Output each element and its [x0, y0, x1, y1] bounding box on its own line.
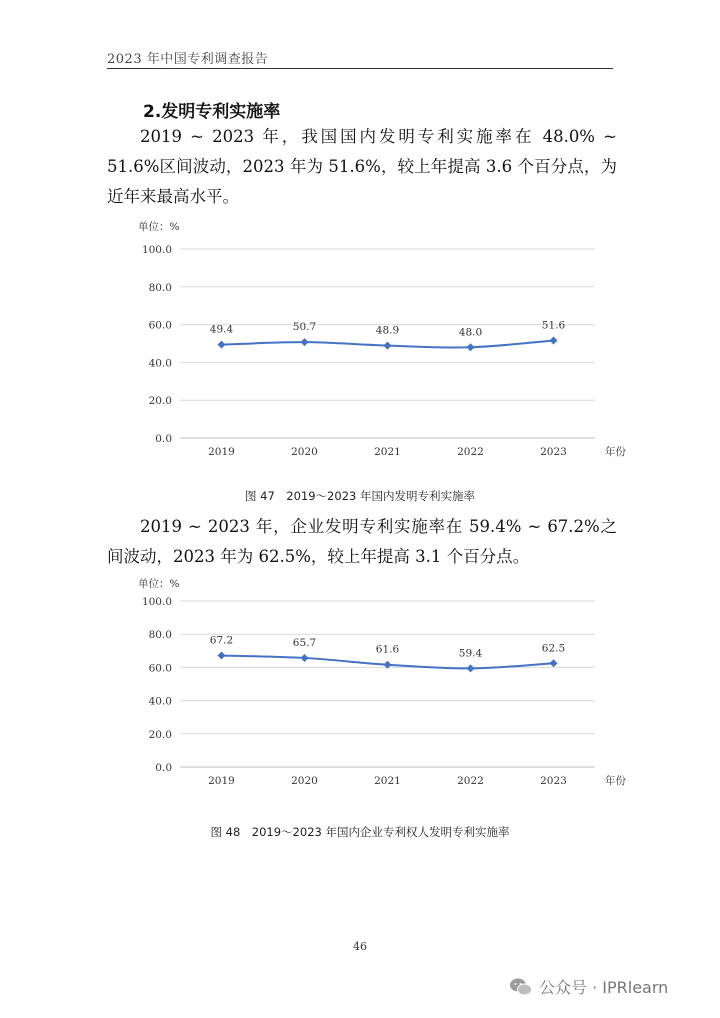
data-point: [467, 343, 475, 351]
header-divider: [107, 68, 613, 69]
data-label: 51.6: [541, 319, 566, 332]
data-label: 49.4: [209, 323, 234, 336]
y-tick-label: 80.0: [148, 281, 172, 294]
page-header: 2023 年中国专利调查报告: [107, 52, 269, 67]
wechat-icon: [509, 976, 533, 998]
x-tick-label: 2021: [374, 446, 401, 458]
figure-48-caption: 图 48 2019～2023 年国内企业专利权人发明专利实施率: [210, 825, 510, 839]
paragraph-2: 2019 ~ 2023 年，企业发明专利实施率在 59.4% ~ 67.2%之间波动，2023 年为 62.5%，较上年提高 3.1 个百分点。: [107, 517, 617, 566]
data-label: 67.2: [209, 634, 234, 647]
watermark-text: 公众号 · IPRlearn: [539, 978, 669, 997]
x-axis-label: 年份: [605, 775, 626, 787]
paragraph-1: 2019 ~ 2023 年，我国国内发明专利实施率在 48.0% ~ 51.6%区间波动，2023 年为 51.6%，较上年提高 3.6 个百分点，为近年来最高水平。: [107, 127, 617, 206]
x-tick-label: 2020: [291, 446, 318, 458]
x-tick-label: 2021: [374, 775, 401, 787]
data-point: [301, 654, 309, 662]
y-tick-label: 40.0: [148, 695, 172, 708]
y-tick-label: 100.0: [141, 244, 172, 256]
x-axis-label: 年份: [605, 446, 626, 458]
x-tick-label: 2020: [291, 775, 318, 787]
data-point: [301, 338, 309, 346]
chart-domestic-invention-patent-rate: [0, 215, 720, 465]
page-number: 46: [353, 940, 367, 953]
data-label: 61.6: [375, 643, 400, 656]
x-tick-label: 2023: [540, 446, 567, 458]
x-tick-label: 2023: [540, 775, 567, 787]
chart-enterprise-invention-patent-rate: [0, 572, 720, 794]
y-tick-label: 60.0: [148, 662, 172, 675]
y-tick-label: 0.0: [155, 762, 172, 774]
y-tick-label: 100.0: [141, 596, 172, 608]
data-point: [467, 664, 475, 672]
data-label: 59.4: [458, 647, 483, 660]
data-point: [218, 341, 226, 349]
data-point: [218, 651, 226, 659]
y-tick-label: 60.0: [148, 319, 172, 332]
data-label: 65.7: [292, 636, 317, 649]
y-tick-label: 80.0: [148, 629, 172, 642]
x-tick-label: 2019: [208, 446, 235, 458]
y-tick-label: 0.0: [155, 433, 172, 445]
x-tick-label: 2019: [208, 775, 235, 787]
watermark: [509, 975, 668, 998]
unit-label: 单位：%: [138, 221, 180, 233]
data-point: [550, 659, 558, 667]
figure-47-caption: 图 47 2019～2023 年国内发明专利实施率: [245, 489, 475, 503]
data-point: [384, 342, 392, 350]
y-tick-label: 40.0: [148, 357, 172, 370]
x-tick-label: 2022: [457, 775, 484, 787]
data-point: [550, 336, 558, 344]
y-tick-label: 20.0: [148, 395, 172, 408]
section-title: 2.发明专利实施率: [143, 102, 281, 122]
data-label: 48.9: [375, 324, 400, 337]
data-label: 50.7: [292, 321, 317, 334]
data-label: 62.5: [541, 642, 566, 655]
unit-label: 单位：%: [138, 578, 180, 590]
data-label: 48.0: [458, 326, 483, 339]
y-tick-label: 20.0: [148, 728, 172, 741]
x-tick-label: 2022: [457, 446, 484, 458]
